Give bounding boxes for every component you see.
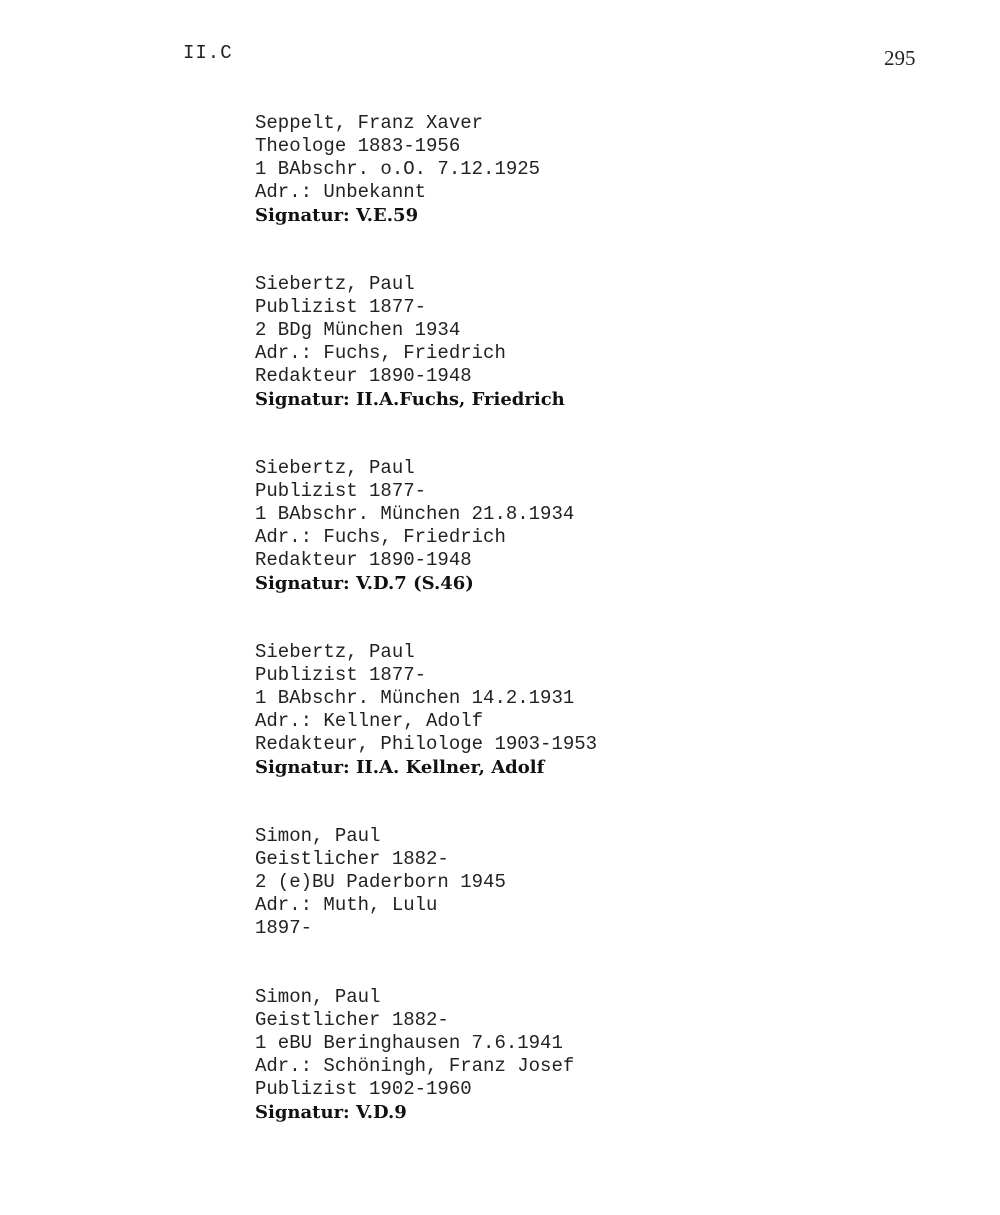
entry-item: 1 BAbschr. München 21.8.1934	[255, 503, 575, 525]
entry-item: 2 BDg München 1934	[255, 319, 461, 341]
entry-address-note: 1897-	[255, 917, 313, 939]
entry-item: 1 BAbschr. o.O. 7.12.1925	[255, 158, 541, 180]
entry-address: Adr.: Fuchs, Friedrich	[255, 342, 506, 364]
entry-address-note: Redakteur, Philologe 1903-1953	[255, 733, 598, 755]
entry-name: Seppelt, Franz Xaver	[255, 112, 484, 134]
entry-name: Siebertz, Paul	[255, 273, 415, 295]
catalog-entry	[255, 273, 955, 411]
entry-profession: Geistlicher 1882-	[255, 1009, 449, 1031]
catalog-entry	[255, 641, 955, 779]
entry-address: Adr.: Unbekannt	[255, 181, 427, 203]
entry-address: Adr.: Schöningh, Franz Josef	[255, 1055, 575, 1077]
entry-address: Adr.: Fuchs, Friedrich	[255, 526, 506, 548]
entry-signature: Signatur: V.E.59	[255, 205, 419, 226]
entry-signature: Signatur: II.A. Kellner, Adolf	[255, 757, 545, 778]
entry-profession: Publizist 1877-	[255, 664, 427, 686]
entry-address-note: Publizist 1902-1960	[255, 1078, 472, 1100]
entry-item: 1 eBU Beringhausen 7.6.1941	[255, 1032, 563, 1054]
entry-profession: Geistlicher 1882-	[255, 848, 449, 870]
entry-profession: Theologe 1883-1956	[255, 135, 461, 157]
entry-name: Simon, Paul	[255, 986, 381, 1008]
catalog-entry	[255, 825, 955, 940]
catalog-entries	[255, 112, 955, 1170]
entry-address-note: Redakteur 1890-1948	[255, 365, 472, 387]
catalog-entry	[255, 986, 955, 1124]
entry-profession: Publizist 1877-	[255, 296, 427, 318]
section-label: II.C	[183, 42, 233, 64]
entry-signature: Signatur: V.D.7 (S.46)	[255, 573, 474, 594]
entry-item: 2 (e)BU Paderborn 1945	[255, 871, 506, 893]
entry-signature: Signatur: V.D.9	[255, 1102, 407, 1123]
entry-address-note: Redakteur 1890-1948	[255, 549, 472, 571]
entry-name: Simon, Paul	[255, 825, 381, 847]
entry-name: Siebertz, Paul	[255, 457, 415, 479]
catalog-entry	[255, 457, 955, 595]
entry-address: Adr.: Muth, Lulu	[255, 894, 438, 916]
entry-address: Adr.: Kellner, Adolf	[255, 710, 484, 732]
catalog-entry	[255, 112, 955, 227]
entry-profession: Publizist 1877-	[255, 480, 427, 502]
entry-signature: Signatur: II.A.Fuchs, Friedrich	[255, 389, 565, 410]
page-number: 295	[884, 46, 916, 70]
entry-item: 1 BAbschr. München 14.2.1931	[255, 687, 575, 709]
entry-name: Siebertz, Paul	[255, 641, 415, 663]
